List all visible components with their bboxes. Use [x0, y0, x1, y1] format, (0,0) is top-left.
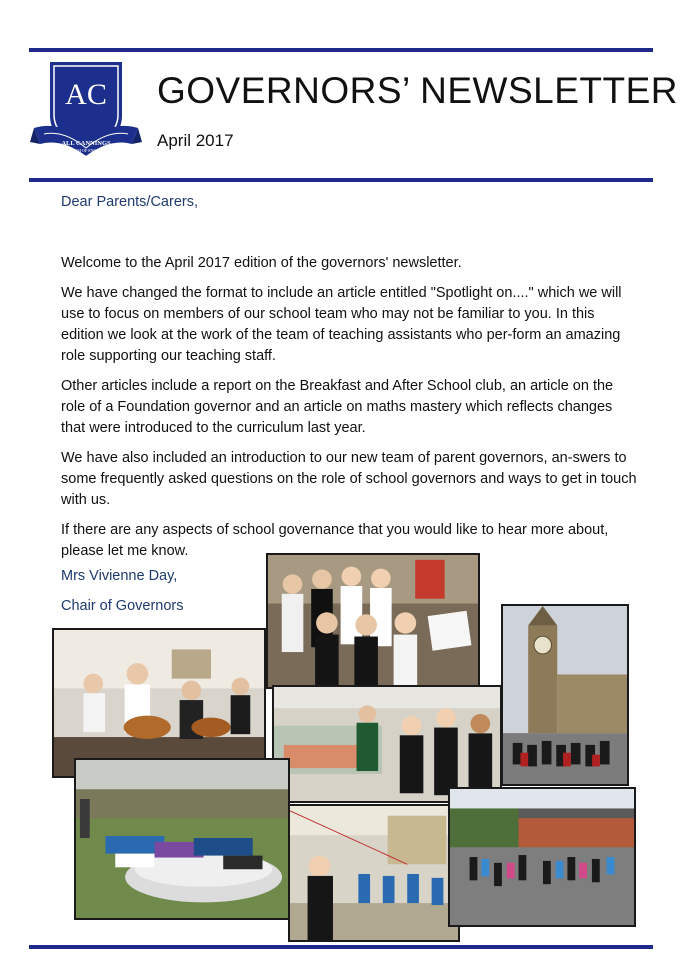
header-rule: [29, 178, 653, 182]
paragraph: If there are any aspects of school governance that you would like to hear more about, please let me know.: [61, 522, 609, 559]
newsletter-date: April 2017: [157, 131, 234, 150]
photo-outdoor-sculpture: [74, 758, 290, 920]
newsletter-title: GOVERNORS’ NEWSLETTER: [157, 70, 679, 111]
photo-big-ben: [501, 604, 629, 786]
photo-hall-sports: [288, 804, 460, 942]
top-rule: [29, 48, 653, 52]
letter-body: [61, 253, 639, 571]
greeting: Dear Parents/Carers,: [61, 194, 198, 210]
photo-guitar-club: [52, 628, 266, 778]
photo-playground: [448, 787, 636, 927]
svg-text:AC: AC: [65, 78, 107, 111]
photo-supermarket: [272, 685, 502, 803]
svg-text:PRIMARY SCHOOL: PRIMARY SCHOOL: [68, 154, 104, 159]
svg-text:CHURCH OF ENGLAND: CHURCH OF ENGLAND: [64, 148, 108, 153]
paragraph: We have changed the format to include an article entitled "Spotlight on...." which we will use to focus on members of our school team who may not be familiar to you. In this edition we look at the work of the team of teaching assistants who per-form an amazing role supporting our teaching staff.: [61, 285, 622, 364]
paragraph: Other articles include a report on the Breakfast and After School club, an article on the role of a Foundation governor and an article on maths mastery which reflects changes that were introduced to the curriculum last year.: [61, 378, 614, 436]
crest-shield-icon: [30, 58, 142, 170]
school-crest-logo: [30, 58, 142, 170]
svg-text:ALL CANNINGS: ALL CANNINGS: [61, 140, 111, 147]
paragraph: Welcome to the April 2017 edition of the governors' newsletter.: [61, 255, 462, 271]
signature-role: Chair of Governors: [61, 598, 184, 614]
signature-name: Mrs Vivienne Day,: [61, 568, 178, 584]
photo-choir: [266, 553, 480, 689]
bottom-rule: [29, 945, 653, 949]
paragraph: We have also included an introduction to our new team of parent governors, an-swers to some frequently asked questions on the role of school governors and ways to get in touch with us.: [61, 450, 637, 508]
